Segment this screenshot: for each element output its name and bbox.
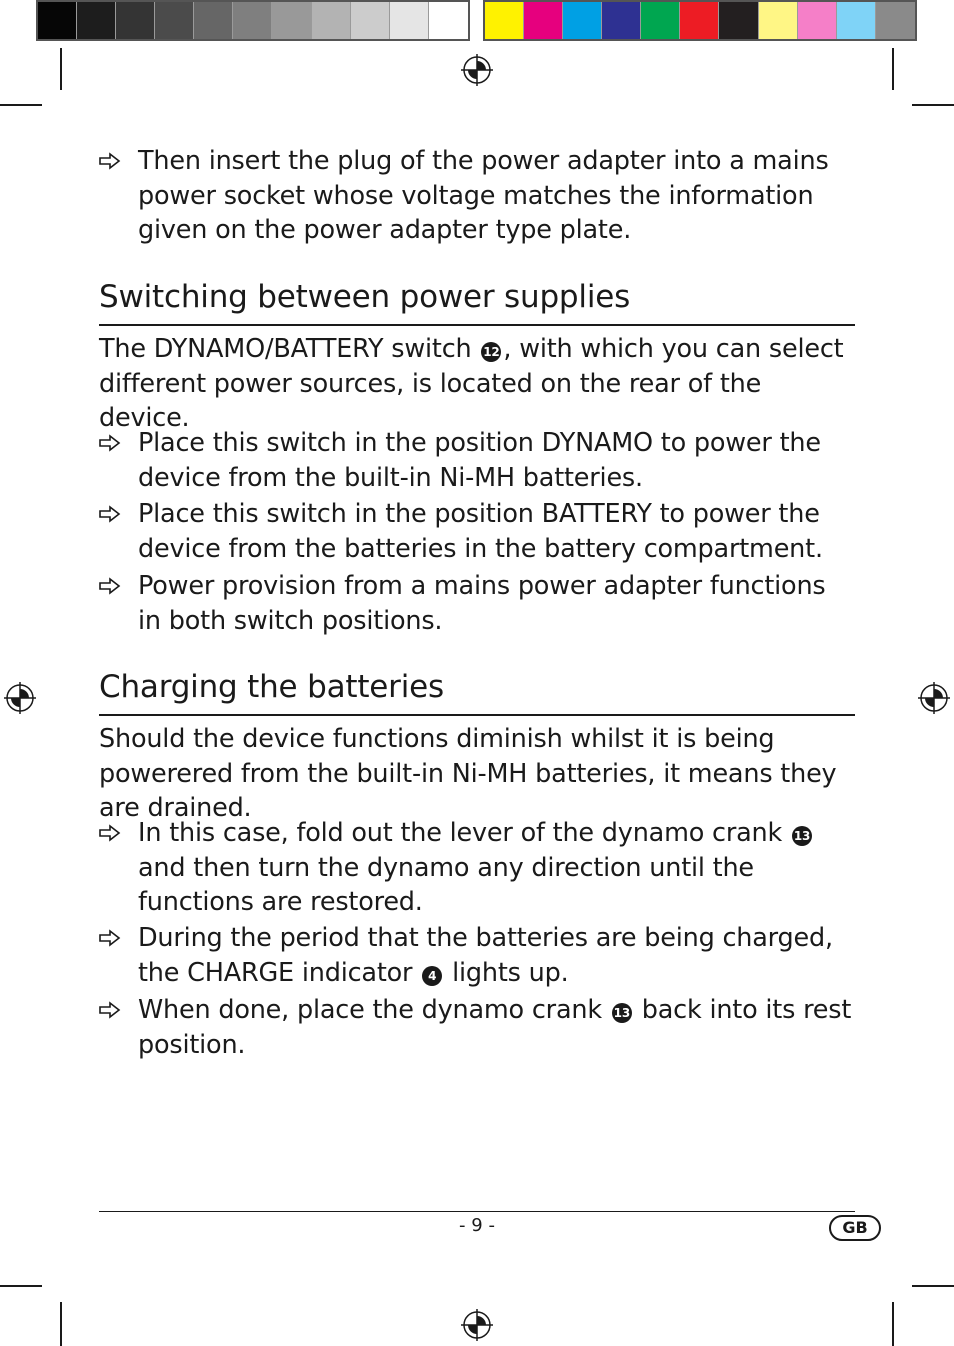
gray-swatch: [351, 2, 390, 39]
section-heading: Switching between power supplies: [99, 279, 631, 315]
crop-mark: [0, 104, 42, 106]
registration-mark-icon: [4, 682, 36, 714]
crop-mark: [912, 104, 954, 106]
bullet-text: Power provision from a mains power adapter functions in both switch positions.: [138, 571, 826, 636]
gray-swatch: [312, 2, 351, 39]
color-swatch: [798, 2, 837, 39]
part-number-badge: 13: [792, 826, 812, 846]
bullet-text: During the period that the batteries are being charged, the CHARGE indicator 4 lights up.: [138, 923, 833, 988]
gray-swatch: [77, 2, 116, 39]
paragraph: The DYNAMO/BATTERY switch 12 , with which you can select different power sources, is located on the rear of the device.: [99, 334, 844, 433]
crop-mark: [912, 1285, 954, 1287]
grayscale-calibration-bar: [36, 0, 470, 41]
bullet-text: In this case, fold out the lever of the dynamo crank 13 and then turn the dynamo any direction until the functions are restored.: [138, 818, 811, 917]
heading-underline: [99, 714, 855, 716]
crop-mark: [0, 1285, 42, 1287]
arrow-right-icon: [99, 577, 121, 595]
instruction-bullet: [99, 921, 855, 990]
color-swatch: [837, 2, 876, 39]
instruction-bullet: [99, 497, 855, 566]
color-swatch: [876, 2, 915, 39]
gray-swatch: [155, 2, 194, 39]
part-number-badge: 4: [422, 966, 442, 986]
gray-swatch: [116, 2, 155, 39]
gray-swatch: [233, 2, 272, 39]
paragraph: Should the device functions diminish whilst it is being powerered from the built-in Ni-MH batteries, it means they are drained.: [99, 724, 837, 823]
bullet-text: Place this switch in the position DYNAMO to power the device from the built-in Ni-MH batteries.: [138, 428, 821, 493]
gray-swatch: [429, 2, 468, 39]
gray-swatch: [272, 2, 311, 39]
instruction-bullet: [99, 144, 855, 248]
bullet-text: Then insert the plug of the power adapter into a mains power socket whose voltage matches the information given on the power adapter type plate.: [138, 146, 829, 245]
bullet-text: Place this switch in the position BATTERY to power the device from the batteries in the battery compartment.: [138, 499, 823, 564]
gray-swatch: [194, 2, 233, 39]
instruction-bullet: [99, 816, 855, 920]
page-number: - 9 -: [459, 1215, 495, 1236]
gray-swatch: [38, 2, 77, 39]
crop-mark: [60, 48, 62, 90]
part-number-badge: 12: [481, 342, 501, 362]
instruction-bullet: [99, 569, 855, 638]
crop-mark: [892, 1302, 894, 1346]
arrow-right-icon: [99, 1001, 121, 1019]
color-swatch: [485, 2, 524, 39]
arrow-right-icon: [99, 434, 121, 452]
part-number-badge: 13: [612, 1003, 632, 1023]
arrow-right-icon: [99, 152, 121, 170]
crop-mark: [60, 1302, 62, 1346]
color-swatch: [680, 2, 719, 39]
arrow-right-icon: [99, 505, 121, 523]
crop-mark: [892, 48, 894, 90]
color-swatch: [563, 2, 602, 39]
color-swatch: [524, 2, 563, 39]
color-swatch: [719, 2, 758, 39]
color-swatch: [602, 2, 641, 39]
color-swatch: [641, 2, 680, 39]
arrow-right-icon: [99, 824, 121, 842]
registration-mark-icon: [461, 1309, 493, 1341]
gray-swatch: [390, 2, 429, 39]
arrow-right-icon: [99, 929, 121, 947]
instruction-bullet: [99, 426, 855, 495]
footer-divider: [99, 1211, 855, 1212]
color-swatch: [759, 2, 798, 39]
language-badge: GB: [829, 1215, 881, 1241]
heading-underline: [99, 324, 855, 326]
bullet-text: When done, place the dynamo crank 13 back into its rest position.: [138, 995, 852, 1060]
color-calibration-bar: [483, 0, 917, 41]
section-heading: Charging the batteries: [99, 669, 444, 705]
instruction-bullet: [99, 993, 855, 1062]
registration-mark-icon: [461, 54, 493, 86]
registration-mark-icon: [918, 682, 950, 714]
